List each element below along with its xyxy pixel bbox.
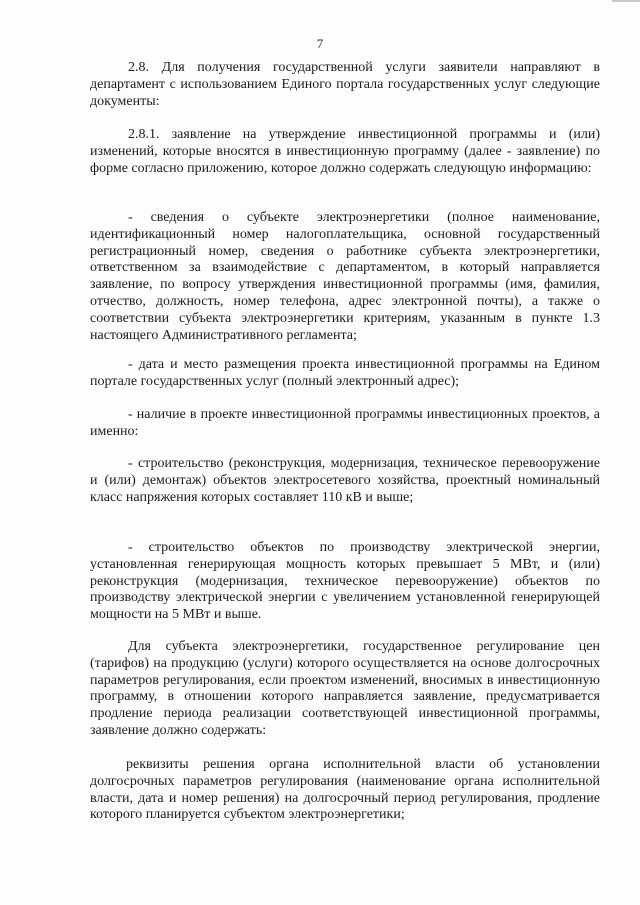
page-number: 7 [316, 36, 324, 51]
list-item-generation-construction: - строительство объектов по производству электрической энергии, установленная генерирующая мощность которых превышает 5 МВт, и (или) реконструкция (модернизация, техническое перевооружение) объектов по производству электрической энергии с увеличением установленной генерирующей мощности на 5 МВт и выше. [90, 540, 600, 623]
scan-edge-mark [612, 0, 640, 2]
paragraph-2-8-1: 2.8.1. заявление на утверждение инвестиционной программы и (или) изменений, которые вносятся в инвестиционную программу (далее - заявление) по форме согласно приложению, которое должно содержать следующую информацию: [90, 127, 600, 176]
paragraph-2-8: 2.8. Для получения государственной услуги заявители направляют в департамент с использованием Единого портала государственных услуг следующие документы: [90, 60, 600, 109]
list-item-projects-presence: - наличие в проекте инвестиционной программы инвестиционных проектов, а именно: [90, 407, 600, 439]
paragraph-decision-details: реквизиты решения органа исполнительной власти об установлении долгосрочных параметров регулирования (наименование органа исполнительной власти, дата и номер решения) на долгосрочный период регулирования, продление которого планируется субъектом электроэнергетики; [90, 757, 600, 823]
list-item-publication-date: - дата и место размещения проекта инвестиционной программы на Едином портале государственных услуг (полный электронный адрес); [90, 357, 600, 389]
list-item-entity-info: - сведения о субъекте электроэнергетики (полное наименование, идентификационный номер налогоплательщика, основной государственный регистрационный номер, сведения о работнике субъекта электроэнергетики, ответственном за взаимодействие с департаментом, в который направляется заявление, по вопросу утверждения инвестиционной программы (имя, фамилия, отчество, должность, номер телефона, адрес электронной почты), а также о соответствии субъекта электроэнергетики критериям, указанным в пункте 1.3 настоящего Административного регламента; [90, 210, 600, 343]
list-item-grid-construction: - строительство (реконструкция, модернизация, техническое перевооружение и (или) демонтаж) объектов электросетевого хозяйства, проектный номинальный класс напряжения которых составляет 110 кВ и выше; [90, 456, 600, 505]
paragraph-long-term-regulation: Для субъекта электроэнергетики, государственное регулирование цен (тарифов) на продукцию (услуги) которого осуществляется на основе долгосрочных параметров регулирования, если проектом изменений, вносимых в инвестиционную программу, в отношении которого направляется заявление, предусматривается продление периода реализации соответствующей инвестиционной программы, заявление должно содержать: [90, 639, 600, 738]
